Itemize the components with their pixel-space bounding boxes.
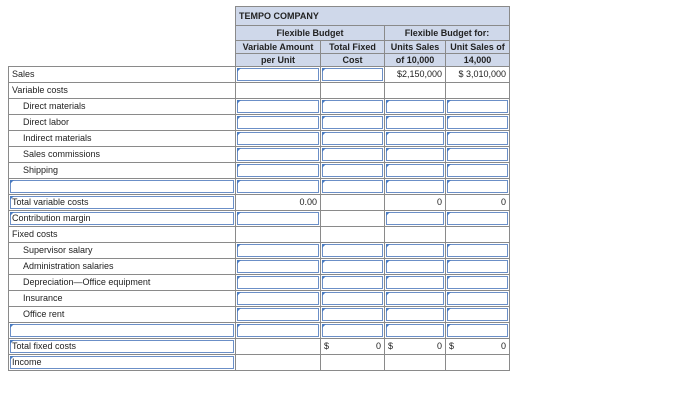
sales-units1-value: $2,150,000 [385,67,446,83]
office-rent-fixed-input[interactable] [321,307,385,323]
depreciation-units2-input[interactable] [446,275,510,291]
indirect-materials-units1-input[interactable] [385,131,446,147]
depreciation-units1-input[interactable] [385,275,446,291]
sales-commissions-fixed-input[interactable] [321,147,385,163]
direct-materials-units1-input[interactable] [385,99,446,115]
contribution-margin-variable-input[interactable] [236,211,321,227]
total-fixed-units2-dollar-sign: $ [449,341,455,351]
direct-materials-label: Direct materials [9,99,236,115]
fixed-costs-label: Fixed costs [9,227,236,243]
direct-labor-variable-input[interactable] [236,115,321,131]
extra-fixed-units1-input[interactable] [385,323,446,339]
sales-fixed-input[interactable] [321,67,385,83]
depreciation-fixed-input[interactable] [321,275,385,291]
blank-cell [236,339,321,355]
shipping-variable-input[interactable] [236,163,321,179]
blank-cell [236,83,321,99]
flexible-budget-table [8,6,510,371]
administration-salaries-label: Administration salaries [9,259,236,275]
office-rent-variable-input[interactable] [236,307,321,323]
total-fixed-amount-value: 0 [375,341,381,351]
blank-cell [446,83,510,99]
total-fixed-units2-value: 0 [500,341,506,351]
extra-variable-units2-input[interactable] [446,179,510,195]
blank-cell [446,227,510,243]
blank-cell [385,83,446,99]
sales-commissions-variable-input[interactable] [236,147,321,163]
insurance-label: Insurance [9,291,236,307]
blank-cell [385,355,446,371]
supervisor-salary-label: Supervisor salary [9,243,236,259]
total-fixed-units1-value: 0 [436,341,442,351]
unit-sales-of-header-2: 14,000 [446,54,510,67]
total-fixed-dollar-sign: $ [324,341,330,351]
company-name: TEMPO COMPANY [236,7,510,26]
flexible-budget-for-heading: Flexible Budget for: [385,26,510,41]
total-fixed-header-2: Cost [321,54,385,67]
total-fixed-units1-cell [385,339,446,355]
office-rent-units1-input[interactable] [385,307,446,323]
blank-cell [321,355,385,371]
total-variable-amount-value: 0.00 [236,195,321,211]
variable-costs-label: Variable costs [9,83,236,99]
blank-cell [236,355,321,371]
insurance-units2-input[interactable] [446,291,510,307]
contribution-margin-units2-input[interactable] [446,211,510,227]
indirect-materials-variable-input[interactable] [236,131,321,147]
supervisor-salary-variable-input[interactable] [236,243,321,259]
indirect-materials-fixed-input[interactable] [321,131,385,147]
sales-units2-value: $ 3,010,000 [446,67,510,83]
blank-cell [321,227,385,243]
depreciation-variable-input[interactable] [236,275,321,291]
direct-labor-label: Direct labor [9,115,236,131]
insurance-fixed-input[interactable] [321,291,385,307]
blank-cell [321,195,385,211]
extra-variable-units1-input[interactable] [385,179,446,195]
shipping-fixed-input[interactable] [321,163,385,179]
direct-materials-variable-input[interactable] [236,99,321,115]
administration-salaries-variable-input[interactable] [236,259,321,275]
administration-salaries-fixed-input[interactable] [321,259,385,275]
extra-variable-fixed-input[interactable] [321,179,385,195]
units-sales-header-1: Units Sales [385,41,446,54]
extra-variable-amount-input[interactable] [236,179,321,195]
variable-amount-header-2: per Unit [236,54,321,67]
contribution-margin-units1-input[interactable] [385,211,446,227]
sales-commissions-units1-input[interactable] [385,147,446,163]
contribution-margin-label[interactable]: Contribution margin [9,211,236,227]
total-fixed-amount-cell [321,339,385,355]
units-sales-header-2: of 10,000 [385,54,446,67]
administration-salaries-units1-input[interactable] [385,259,446,275]
extra-fixed-amount-input[interactable] [321,323,385,339]
extra-fixed-label-input[interactable] [9,323,236,339]
direct-materials-units2-input[interactable] [446,99,510,115]
blank-cell [385,227,446,243]
total-fixed-units1-dollar-sign: $ [388,341,394,351]
indirect-materials-units2-input[interactable] [446,131,510,147]
flexible-budget-heading: Flexible Budget [236,26,385,41]
supervisor-salary-fixed-input[interactable] [321,243,385,259]
blank-cell [321,211,385,227]
sales-label: Sales [9,67,236,83]
blank-cell [236,227,321,243]
shipping-units1-input[interactable] [385,163,446,179]
shipping-units2-input[interactable] [446,163,510,179]
extra-fixed-variable-input[interactable] [236,323,321,339]
extra-variable-label-input[interactable] [9,179,236,195]
sales-commissions-units2-input[interactable] [446,147,510,163]
blank-cell [446,355,510,371]
extra-fixed-units2-input[interactable] [446,323,510,339]
indirect-materials-label: Indirect materials [9,131,236,147]
sales-variable-input[interactable] [236,67,321,83]
total-variable-units1-value: 0 [385,195,446,211]
supervisor-salary-units1-input[interactable] [385,243,446,259]
total-fixed-units2-cell [446,339,510,355]
direct-labor-units2-input[interactable] [446,115,510,131]
unit-sales-of-header-1: Unit Sales of [446,41,510,54]
insurance-variable-input[interactable] [236,291,321,307]
blank-cell [321,83,385,99]
total-variable-units2-value: 0 [446,195,510,211]
total-fixed-header-1: Total Fixed [321,41,385,54]
income-label[interactable]: Income [9,355,236,371]
direct-materials-fixed-input[interactable] [321,99,385,115]
insurance-units1-input[interactable] [385,291,446,307]
direct-labor-units1-input[interactable] [385,115,446,131]
shipping-label: Shipping [9,163,236,179]
total-variable-costs-label[interactable]: Total variable costs [9,195,236,211]
supervisor-salary-units2-input[interactable] [446,243,510,259]
office-rent-label: Office rent [9,307,236,323]
administration-salaries-units2-input[interactable] [446,259,510,275]
variable-amount-header-1: Variable Amount [236,41,321,54]
office-rent-units2-input[interactable] [446,307,510,323]
sales-commissions-label: Sales commissions [9,147,236,163]
total-fixed-costs-label[interactable]: Total fixed costs [9,339,236,355]
direct-labor-fixed-input[interactable] [321,115,385,131]
depreciation-label: Depreciation—Office equipment [9,275,236,291]
